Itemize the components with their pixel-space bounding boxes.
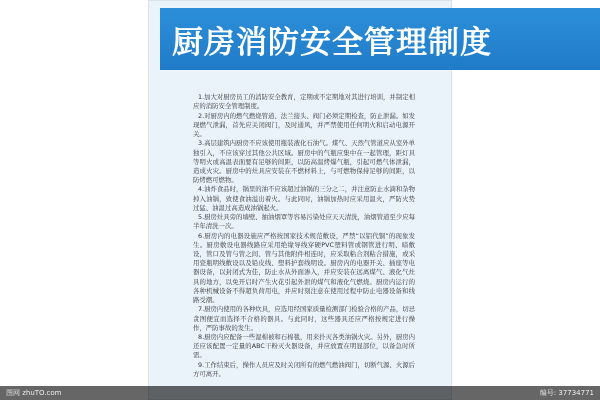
regulation-item: 3.高层建筑内厨房不应该使用瓶装液化石油气。煤气、天然气管道应从室外单独引入，不应该穿过其他公共区域。厨房中的气瓶应集中在一起管理，距灯具等明火或高温表面要有足够的间距，以防高温烤爆气瓶，引起可燃气体泄漏，造成火灾。厨房中的灶具应安装在不燃材料上，与可燃物保持足够的间距，以防烤燃可燃物。: [193, 139, 415, 184]
regulation-item: 5.厨房灶具旁的墙壁、抽油烟罩等容易污染处应天天清洗，油烟管道至少应每半年清洗一次。: [193, 213, 415, 231]
regulation-item: 4.油炸食品时，锅里的油不应该超过油锅的三分之二，并注意防止水滴和杂物掉入油锅，致使食油溢出着火。与此同时，油锅加热时应采用温火，严防火势过猛、油温过高造成油锅起火。: [193, 185, 415, 212]
regulation-item: 1.加大对厨房员工的消防安全教育，定期或不定期地对其进行培训，并制定相应的消防安全管理制度。: [193, 93, 415, 111]
document-title: 厨房消防安全管理制度: [172, 24, 492, 61]
regulation-item: 6.厨房内的电器设施应严格按国家技术规范敷设，严禁“以铝代铜”的现象发生。厨房敷设电器线路应采用绝缘导线穿硬PVC塑料管或钢管进行明、暗敷设，管口及管与管之间、管与其他附件相连时，应采取粘合剂粘合措施，或采用瓷瓶明线敷设以及铅皮线、塑料护套线明设。厨房内的电器开关、插座等电器设备，以封闭式为佳，防止水从外面渗入，并应安装在远离煤气、液化气灶具的地方，以免开启时产生火花引起外泄的煤气和液化气燃烧。厨房内运行的各种机械设备不得超负荷用电，并应时刻注意在使用过程中防止电器设备和线路受潮。: [193, 231, 415, 304]
watermark-id: 编号: 37734771: [539, 389, 594, 397]
title-banner: [160, 8, 600, 70]
watermark-bar: [0, 386, 600, 400]
regulation-item: 8.厨房内应配备一些湿棉被和石棉毯，用来扑灭各类油锅火灾。另外，厨房内还应该配置一定量的ABC干粉灭火器设备，并应放置在明显部位，以备急时所需。: [193, 333, 415, 360]
regulation-item: 2.对厨房内的燃气燃烧管道、法兰接头、阀门必须定期检查，防止泄漏。如发现燃气泄漏，首先应关闭阀门，及时通风，并严禁使用任何明火和启动电源开关。: [193, 111, 415, 138]
regulation-item: 9.工作结束后，操作人员应及时关闭所有的燃气燃油阀门，切断气源、火源后方可离开。: [193, 360, 415, 379]
regulation-item: 7.厨房内使用的各种炊具，应选用经国家质量检测部门检验合格的产品，切忌贪图便宜而选择不合格的器具。与此同时，这些器具还应严格按规定进行操作，严防事故的发生。: [193, 305, 415, 332]
watermark-site: 图网 zhuTO.com: [6, 389, 62, 397]
regulation-text: [193, 93, 415, 380]
